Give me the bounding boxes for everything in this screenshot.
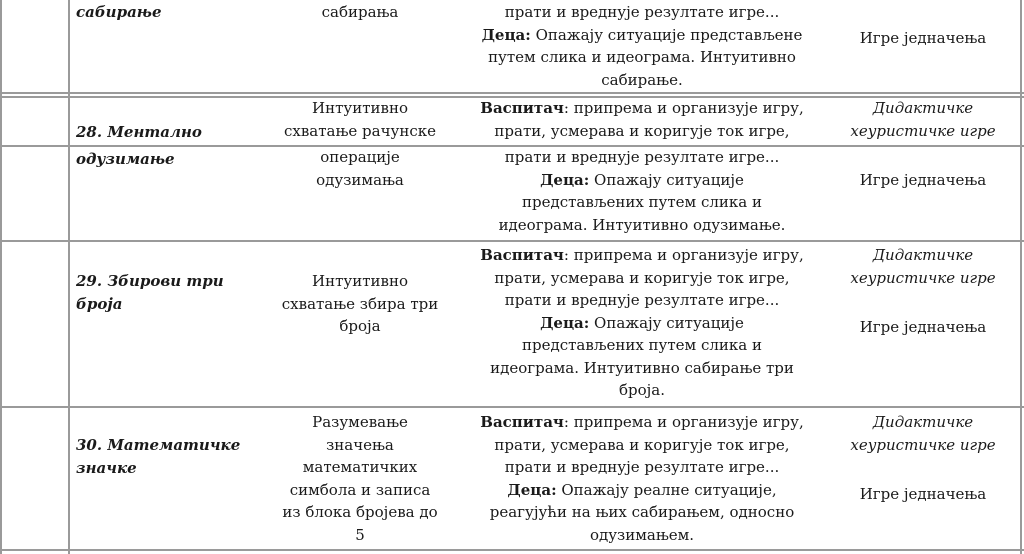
activity-line: идеограма. Интуитивно сабирање три [490, 358, 794, 377]
activity-cell [460, 244, 824, 402]
activity-line: Васпитач: припрема и организује игру, [480, 99, 804, 117]
row-divider [0, 549, 1024, 551]
method-line: хеуристичке игре [850, 121, 996, 140]
topic-line: сабирање [76, 3, 162, 21]
activity-line: броја. [618, 381, 666, 399]
goal-line: Интуитивно [312, 272, 408, 290]
goal-line: значења [326, 435, 394, 454]
activity-line: прати и вреднује резултате игре... [504, 291, 780, 309]
row-divider [0, 240, 1024, 242]
goal-line: Интуитивно [312, 99, 408, 117]
table-border-left [0, 0, 2, 554]
goal-line: одузимања [316, 170, 404, 189]
activity-line: представљених путем слика и [522, 193, 762, 211]
method-cell [828, 244, 1018, 339]
topic-line: 29. Збирови три [76, 272, 224, 290]
activity-line: Деца: Опажају ситуације [540, 170, 744, 189]
topic-line: одузимање [76, 149, 175, 168]
activity-cell [460, 411, 824, 546]
topic-cell [76, 121, 261, 170]
method-line: Игре једначења [859, 171, 987, 189]
goal-line: Разумевање [312, 413, 408, 431]
method-line: Дидактичке [872, 246, 974, 264]
activity-cell [460, 1, 824, 91]
activity-line: Деца: Опажају ситуације представљене [481, 25, 803, 44]
method-line: хеуристичке игре [850, 268, 996, 287]
method-line: хеуристичке игре [850, 435, 996, 454]
topic-line: 30. Математичке [76, 436, 241, 454]
goal-line: симбола и записа [289, 480, 431, 499]
method-line: Игре једначења [859, 29, 987, 47]
table-border-col1 [68, 0, 70, 554]
topic-line: значке [76, 458, 137, 477]
method-cell [828, 27, 1018, 50]
activity-line: идеограма. Интуитивно одузимање. [498, 215, 786, 234]
topic-cell [76, 434, 261, 479]
activity-line: Деца: Опажају реалне ситуације, [507, 480, 777, 499]
activity-line: прати, усмерава и коригује ток игре, [494, 268, 790, 287]
goal-cell [262, 270, 458, 338]
activity-line: Васпитач: припрема и организује игру, [480, 246, 804, 264]
activity-line: путем слика и идеограма. Интуитивно [488, 48, 796, 66]
table-border-right [1020, 0, 1022, 554]
goal-line: схватање рачунске [284, 121, 436, 140]
activity-line: прати, усмерава и коригује ток игре, [494, 435, 790, 454]
goal-line: математичких [302, 458, 418, 476]
method-line: Игре једначења [859, 318, 987, 336]
goal-cell [262, 411, 458, 546]
method-cell [828, 97, 1018, 192]
activity-line: Васпитач: припрема и организује игру, [480, 413, 804, 431]
topic-cell [76, 1, 261, 24]
row-divider [0, 92, 1024, 94]
method-line: Дидактичке [872, 413, 974, 431]
goal-line: операције [320, 148, 400, 166]
activity-cell [460, 97, 824, 236]
activity-line: Деца: Опажају ситуације [540, 313, 744, 332]
goal-line: сабирања [321, 3, 399, 21]
goal-cell [262, 1, 458, 24]
goal-line: 5 [355, 525, 365, 544]
activity-line: прати и вреднује резултате игре... [504, 3, 780, 21]
method-line: Дидактичке [872, 99, 974, 117]
topic-cell [76, 270, 261, 315]
topic-line: 28. Ментално [76, 123, 202, 141]
goal-line: броја [339, 317, 381, 335]
method-line: Игре једначења [859, 485, 987, 503]
topic-line: броја [76, 294, 123, 313]
activity-line: одузимањем. [589, 525, 695, 544]
row-divider [0, 406, 1024, 408]
activity-line: реагујући на њих сабирањем, односно [489, 503, 795, 521]
goal-cell [262, 97, 458, 191]
activity-line: представљених путем слика и [522, 336, 762, 354]
activity-line: прати и вреднује резултате игре... [504, 458, 780, 476]
activity-line: прати, усмерава и коригује ток игре, [494, 121, 790, 140]
method-cell [828, 411, 1018, 506]
activity-line: сабирање. [601, 70, 683, 89]
activity-line: прати и вреднује резултате игре... [504, 148, 780, 166]
goal-line: схватање збира три [281, 294, 439, 313]
goal-line: из блока бројева до [282, 503, 438, 521]
